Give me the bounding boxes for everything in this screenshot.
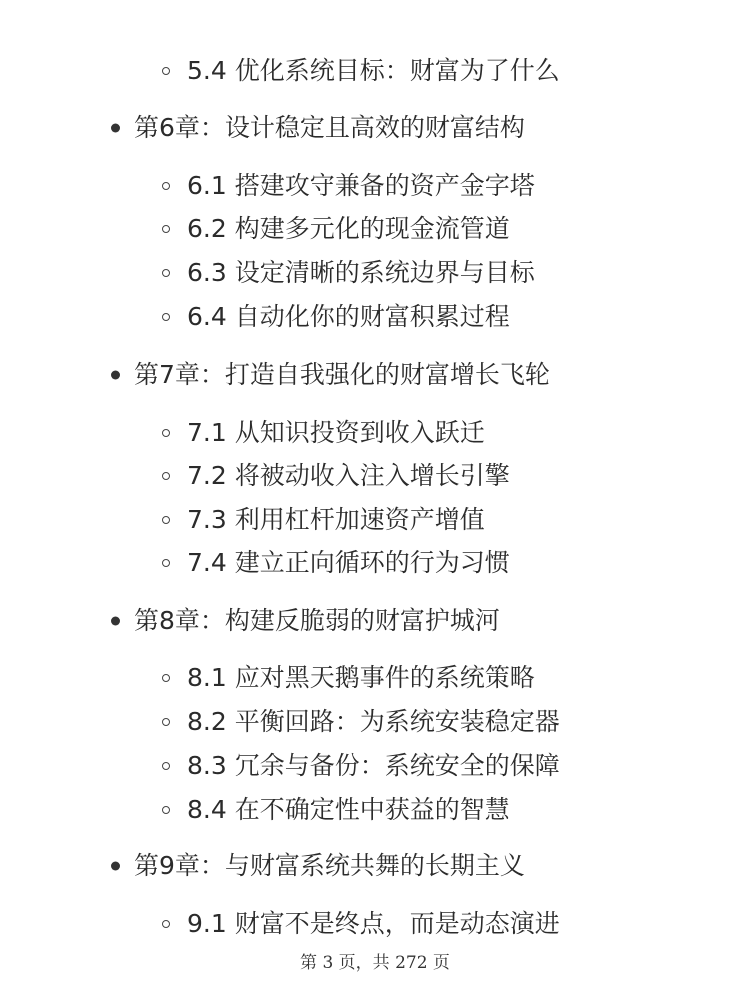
- toc-item-label: 6.2 构建多元化的现金流管道: [187, 214, 510, 243]
- toc-item-label: 6.3 设定清晰的系统边界与目标: [187, 258, 535, 287]
- filled-bullet-icon: [111, 617, 120, 626]
- toc-item-label: 9.1 财富不是终点，而是动态演进: [187, 909, 560, 938]
- toc-item-label: 第6章：设计稳定且高效的财富结构: [134, 113, 525, 142]
- filled-bullet-icon: [111, 124, 120, 133]
- hollow-bullet-icon: [162, 920, 170, 928]
- hollow-bullet-icon: [162, 225, 170, 233]
- toc-item-label: 第8章：构建反脆弱的财富护城河: [134, 606, 500, 635]
- hollow-bullet-icon: [162, 67, 170, 75]
- hollow-bullet-icon: [162, 429, 170, 437]
- toc-item-label: 7.1 从知识投资到收入跃迁: [187, 418, 485, 447]
- hollow-bullet-icon: [162, 313, 170, 321]
- toc-item-label: 6.1 搭建攻守兼备的资产金字塔: [187, 171, 535, 200]
- hollow-bullet-icon: [162, 762, 170, 770]
- toc-item-label: 8.4 在不确定性中获益的智慧: [187, 795, 510, 824]
- toc-item-label: 第9章：与财富系统共舞的长期主义: [134, 851, 525, 880]
- hollow-bullet-icon: [162, 674, 170, 682]
- toc-item-label: 7.3 利用杠杆加速资产增值: [187, 505, 485, 534]
- hollow-bullet-icon: [162, 718, 170, 726]
- toc-item-label: 8.2 平衡回路：为系统安装稳定器: [187, 707, 560, 736]
- toc-item-label: 8.3 冗余与备份：系统安全的保障: [187, 751, 560, 780]
- hollow-bullet-icon: [162, 559, 170, 567]
- page-number-footer: 第 3 页，共 272 页: [300, 953, 450, 973]
- hollow-bullet-icon: [162, 472, 170, 480]
- toc-item-label: 8.1 应对黑天鹅事件的系统策略: [187, 663, 535, 692]
- toc-item-label: 5.4 优化系统目标：财富为了什么: [187, 56, 560, 85]
- hollow-bullet-icon: [162, 806, 170, 814]
- toc-item-label: 7.2 将被动收入注入增长引擎: [187, 461, 510, 490]
- hollow-bullet-icon: [162, 182, 170, 190]
- filled-bullet-icon: [111, 371, 120, 380]
- filled-bullet-icon: [111, 862, 120, 871]
- toc-item-label: 第7章：打造自我强化的财富增长飞轮: [134, 360, 550, 389]
- toc-item-label: 6.4 自动化你的财富积累过程: [187, 302, 510, 331]
- hollow-bullet-icon: [162, 516, 170, 524]
- hollow-bullet-icon: [162, 269, 170, 277]
- toc-item-label: 7.4 建立正向循环的行为习惯: [187, 548, 510, 577]
